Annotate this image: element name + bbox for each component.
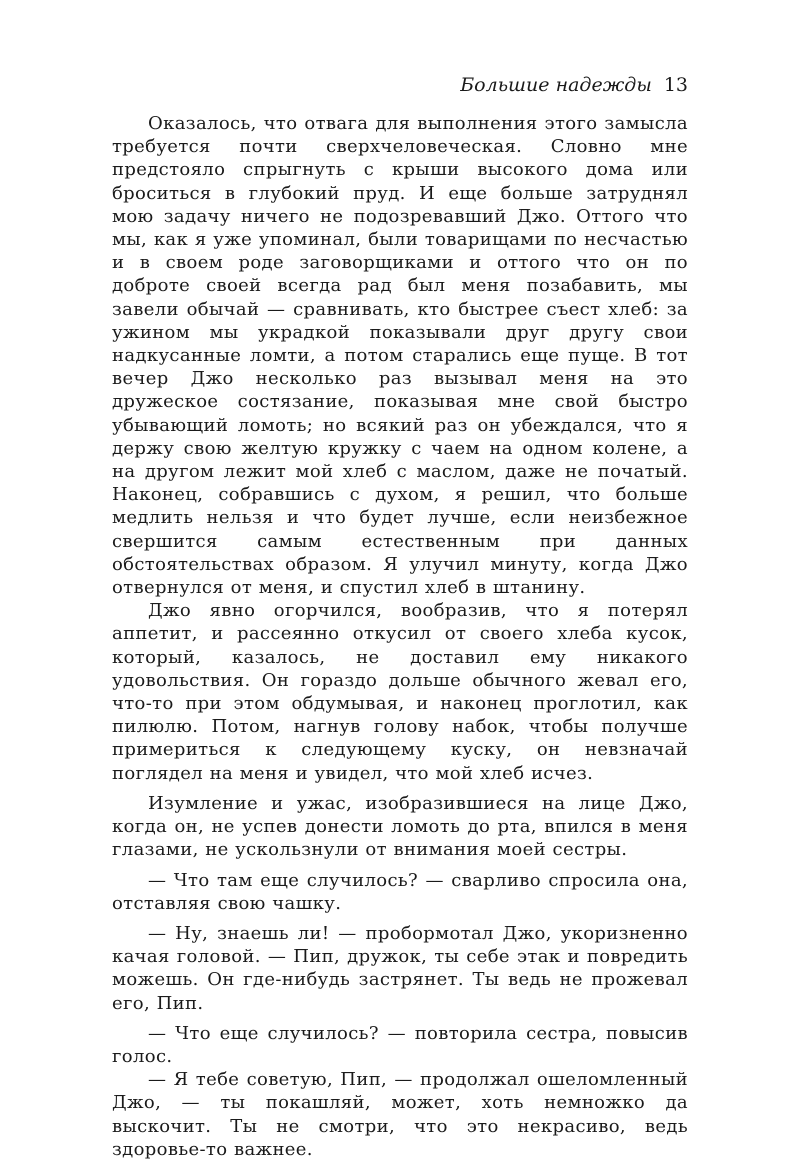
paragraph: — Ну, знаешь ли! — пробормотал Джо, укоризненно качая головой. — Пип, дружок, ты себе этак и повредить можешь. Он где-нибудь застрянет. Ты ведь не прожевал его, Пип.	[112, 922, 688, 1014]
paragraph: Оказалось, что отвага для выполнения этого замысла требуется почти сверхчеловеческая. Словно мне предстояло спрыгнуть с крыши высокого дома или броситься в глубокий пруд. И еще больше затруднял мою задачу ничего не подозревавший Джо. Оттого что мы, как я уже упоминал, были товарищами по несчастью и в своем роде заговорщиками и оттого что он по доброте своей всегда рад был меня позабавить, мы завели обычай — сравнивать, кто быстрее съест хлеб: за ужином мы украдкой показывали друг другу свои надкусанные ломти, а потом старались еще пуще. В тот вечер Джо несколько раз вызывал меня на это дружеское состязание, показывая мне свой быстро убывающий ломоть; но всякий раз он убеждался, что я держу свою желтую кружку с чаем на одном колене, а на другом лежит мой хлеб с маслом, даже не початый. Наконец, собравшись с духом, я решил, что больше медлить нельзя и что будет лучше, если неизбежное свершится самым естественным при данных обстоятельствах образом. Я улучил минуту, когда Джо отвернулся от меня, и спустил хлеб в штанину.	[112, 113, 688, 599]
paragraph: — Я тебе советую, Пип, — продолжал ошеломленный Джо, — ты покашляй, может, хоть немножко да выскочит. Ты не смотри, что это некрасиво, ведь здоровье-то важнее.	[112, 1069, 688, 1160]
paragraph: — Что там еще случилось? — сварливо спросила она, отставляя свою чашку.	[112, 869, 688, 914]
paragraph: Изумление и ужас, изобразившиеся на лице Джо, когда он, не успев донести ломоть до рта, впился в меня глазами, не ускользнули от внимания моей сестры.	[112, 792, 688, 861]
body-text	[112, 112, 688, 1161]
paragraph: Джо явно огорчился, вообразив, что я потерял аппетит, и рассеянно откусил от своего хлеба кусок, который, казалось, не доставил ему никакого удовольствия. Он гораздо дольше обычного жевал его, что-то при этом обдумывая, и наконец проглотил, как пилюлю. Потом, нагнув голову набок, чтобы получше примериться к следующему куску, он невзначай поглядел на меня и увидел, что мой хлеб исчез.	[112, 600, 688, 784]
book-page	[112, 72, 688, 1160]
running-head	[460, 72, 688, 98]
page-number: 13	[663, 74, 688, 96]
paragraph: — Что еще случилось? — повторила сестра, повысив голос.	[112, 1022, 688, 1067]
book-title: Большие надежды	[460, 74, 652, 96]
